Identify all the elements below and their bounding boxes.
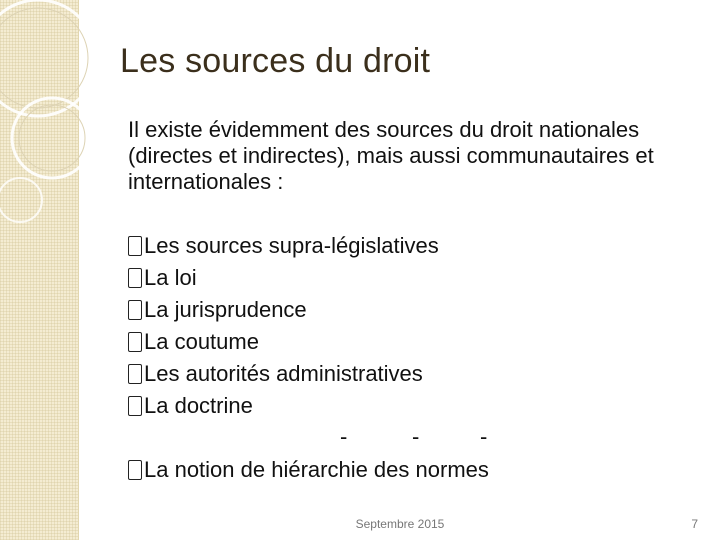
decorative-circles bbox=[0, 0, 140, 230]
list-item bbox=[128, 326, 439, 358]
intro-paragraph: Il existe évidemment des sources du droit nationales (directes et indirectes), mais aussi communautaires et internationales : bbox=[128, 117, 654, 194]
bullet-text: La loi bbox=[144, 265, 197, 290]
separator-dash: - bbox=[340, 424, 348, 449]
bullet-box-icon bbox=[128, 300, 142, 320]
separator-dash: - bbox=[412, 424, 420, 449]
separator-dashes bbox=[0, 424, 720, 454]
separator-dash: - bbox=[480, 424, 488, 449]
list-item-hierarchy bbox=[128, 454, 489, 486]
bullet-text: La doctrine bbox=[144, 393, 253, 418]
list-item bbox=[128, 262, 439, 294]
list-item bbox=[128, 230, 439, 262]
bullet-text: Les sources supra-législatives bbox=[144, 233, 439, 258]
bullet-text: La notion de hiérarchie des normes bbox=[144, 457, 489, 482]
list-item bbox=[128, 358, 439, 390]
bullet-box-icon bbox=[128, 364, 142, 384]
bullet-text: La jurisprudence bbox=[144, 297, 307, 322]
bullet-box-icon bbox=[128, 332, 142, 352]
slide-title: Les sources du droit bbox=[120, 42, 431, 80]
bullet-box-icon bbox=[128, 460, 142, 480]
bullet-box-icon bbox=[128, 236, 142, 256]
page-number: 7 bbox=[691, 517, 698, 531]
bullet-list bbox=[128, 230, 439, 422]
bullet-text: Les autorités administratives bbox=[144, 361, 423, 386]
list-item bbox=[128, 294, 439, 326]
bullet-text: La coutume bbox=[144, 329, 259, 354]
list-item bbox=[128, 390, 439, 422]
footer-date: Septembre 2015 bbox=[355, 517, 445, 531]
bullet-box-icon bbox=[128, 396, 142, 416]
bullet-box-icon bbox=[128, 268, 142, 288]
